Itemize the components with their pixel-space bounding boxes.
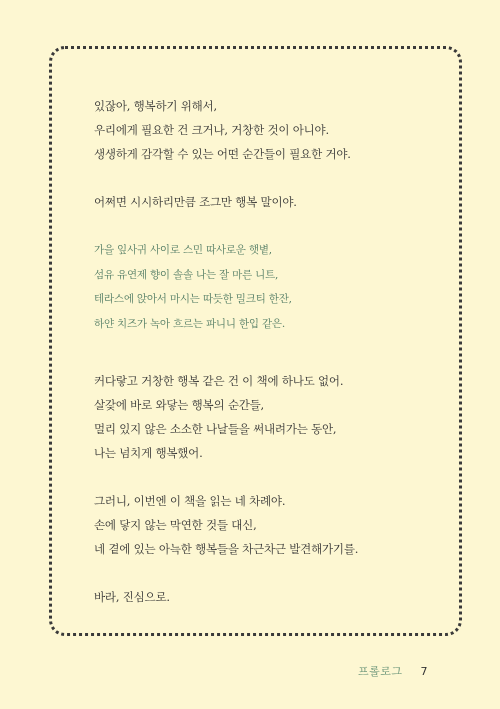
paragraph-1 [94, 94, 454, 166]
highlighted-list [94, 238, 454, 336]
text-line: 바라, 진심으로. [94, 590, 170, 604]
prologue-text [94, 94, 454, 633]
text-line: 네 곁에 있는 아늑한 행복들을 차근차근 발견해가기를. [94, 542, 359, 556]
page-footer [358, 663, 428, 679]
page-number: 7 [420, 665, 428, 678]
paragraph-5 [94, 489, 454, 561]
text-line: 커다랗고 거창한 행복 같은 건 이 책에 하나도 없어. [94, 374, 344, 388]
text-line: 나는 넘치게 행복했어. [94, 446, 203, 460]
text-line: 우리에게 필요한 건 크거나, 거창한 것이 아니야. [94, 123, 329, 137]
text-line: 살갗에 바로 와닿는 행복의 순간들, [94, 398, 265, 412]
text-line: 어쩌면 시시하리만큼 조그만 행복 말이야. [94, 195, 297, 209]
paragraph-6 [94, 585, 454, 609]
highlighted-line: 섬유 유연제 향이 솔솔 나는 잘 마른 니트, [94, 268, 279, 281]
text-line: 멀리 있지 않은 소소한 나날들을 써내려가는 동안, [94, 422, 337, 436]
highlighted-line: 테라스에 앉아서 마시는 따듯한 밀크티 한잔, [94, 293, 292, 305]
paragraph-4 [94, 369, 454, 465]
section-title: 프롤로그 [357, 665, 403, 678]
text-line: 있잖아, 행복하기 위해서, [94, 99, 217, 113]
text-line: 손에 닿지 않는 막연한 것들 대신, [94, 518, 257, 532]
text-line: 그러니, 이번엔 이 책을 읽는 네 차례야. [94, 494, 286, 508]
paragraph-2 [94, 190, 454, 214]
highlighted-line: 가을 잎사귀 사이로 스민 따사로운 햇볕, [94, 244, 272, 256]
text-line: 생생하게 감각할 수 있는 어떤 순간들이 필요한 거야. [94, 147, 351, 161]
highlighted-line: 하얀 치즈가 녹아 흐르는 파니니 한입 같은. [94, 317, 285, 330]
